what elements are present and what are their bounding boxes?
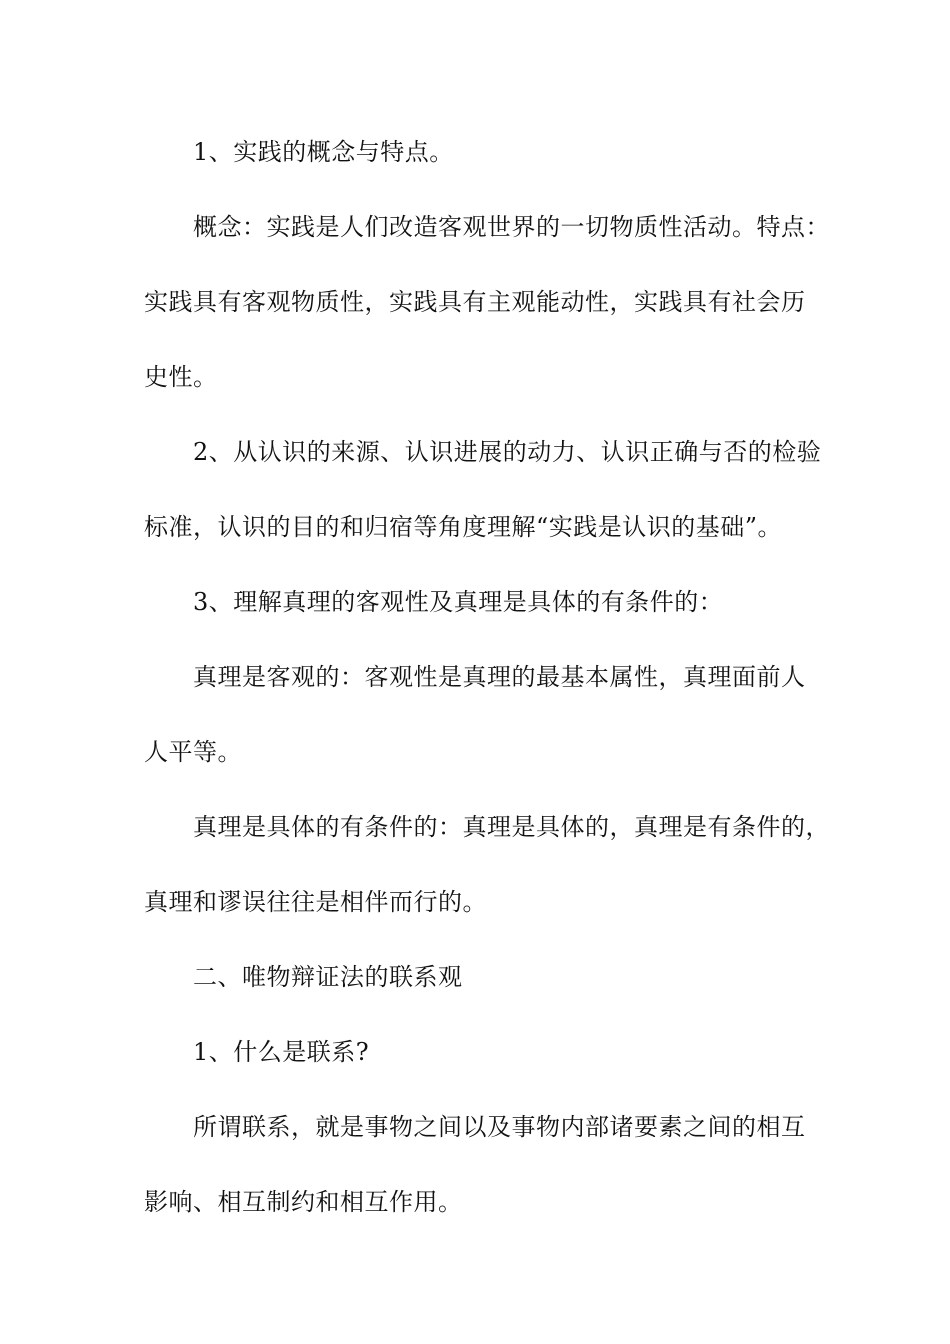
heading-truth: 3、理解真理的客观性及真理是具体的有条件的： [193, 588, 724, 616]
paragraph-line: 实践具有客观物质性，实践具有主观能动性，实践具有社会历 [144, 288, 806, 316]
paragraph-line: 人平等。 [144, 738, 242, 766]
section-heading-connection: 二、唯物辩证法的联系观 [193, 963, 463, 991]
paragraph-line: 真理是客观的：客观性是真理的最基本属性，真理面前人 [193, 663, 806, 691]
paragraph-line: 真理和谬误往往是相伴而行的。 [144, 888, 487, 916]
paragraph-line: 标准，认识的目的和归宿等角度理解“实践是认识的基础”。 [144, 513, 783, 541]
paragraph-line: 2、从认识的来源、认识进展的动力、认识正确与否的检验 [193, 438, 822, 466]
paragraph-line: 史性。 [144, 363, 218, 391]
heading-practice-concept: 1、实践的概念与特点。 [193, 138, 454, 166]
paragraph-line: 所谓联系，就是事物之间以及事物内部诸要素之间的相互 [193, 1113, 806, 1141]
paragraph-line: 影响、相互制约和相互作用。 [144, 1188, 463, 1216]
paragraph-line: 真理是具体的有条件的：真理是具体的，真理是有条件的， [193, 813, 830, 841]
heading-what-is-connection: 1、什么是联系? [193, 1038, 370, 1066]
paragraph-line: 概念：实践是人们改造客观世界的一切物质性活动。特点： [193, 213, 830, 241]
